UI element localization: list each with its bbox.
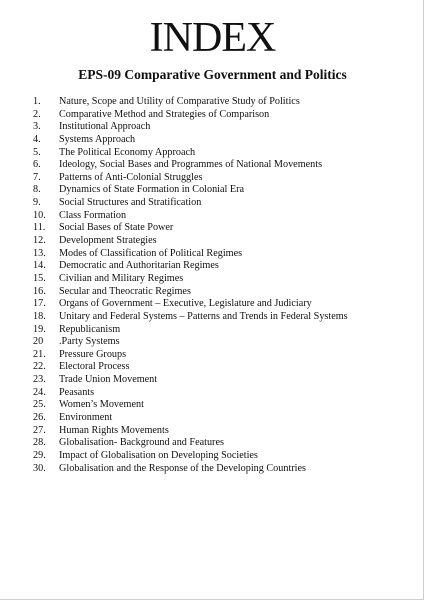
toc-entry <box>33 109 418 122</box>
toc-entry-title: The Political Economy Approach <box>59 146 196 158</box>
toc-entry-number: 13. <box>33 247 46 259</box>
toc-entry-title: Institutional Approach <box>59 121 151 133</box>
toc-entry-number: 16. <box>33 285 46 297</box>
page-title: INDEX <box>149 15 276 61</box>
toc-entry <box>33 134 418 147</box>
toc-entry-number: 8. <box>33 184 41 196</box>
toc-entry-number: 5. <box>33 146 41 158</box>
toc-entry-number: 12. <box>33 235 46 247</box>
toc-entry-title: Patterns of Anti-Colonial Struggles <box>59 171 203 183</box>
toc-entry-title: Civilian and Military Regimes <box>59 272 184 284</box>
toc-entry <box>33 324 418 337</box>
toc-entry <box>33 248 418 261</box>
toc-entry-number: 27. <box>33 424 46 436</box>
toc-entry-number: 4. <box>33 133 41 145</box>
toc-entry-title: Electoral Process <box>59 361 130 373</box>
toc-entry <box>33 298 418 311</box>
toc-entry <box>33 235 418 248</box>
toc-entry-number: 30. <box>33 462 46 474</box>
toc-entry <box>33 222 418 235</box>
toc-entry-number: 25. <box>33 399 46 411</box>
toc-entry-title: Women’s Movement <box>59 399 144 411</box>
toc-entry-title: Impact of Globalisation on Developing Societies <box>59 449 258 461</box>
toc-entry-number: 10. <box>33 209 46 221</box>
toc-entry-title: Social Structures and Stratification <box>59 197 202 209</box>
toc-entry <box>33 96 418 109</box>
toc-entry <box>33 450 418 463</box>
toc-entry-title: Democratic and Authoritarian Regimes <box>59 260 219 272</box>
toc-entry <box>33 336 418 349</box>
toc-entry-title: Globalisation and the Response of the Developing Countries <box>59 462 307 474</box>
toc-entry <box>33 311 418 324</box>
toc-entry-number: 17. <box>33 298 46 310</box>
toc-entry <box>33 210 418 223</box>
toc-entry-title: Pressure Groups <box>59 348 127 360</box>
toc-entry-number: 19. <box>33 323 46 335</box>
toc-entry-title: Development Strategies <box>59 235 157 247</box>
toc-entry <box>33 361 418 374</box>
toc-entry <box>33 197 418 210</box>
toc-entry-title: Social Bases of State Power <box>59 222 174 234</box>
toc-entry <box>33 349 418 362</box>
toc-entry-title: Dynamics of State Formation in Colonial Era <box>59 184 245 196</box>
toc-entry-number: 23. <box>33 374 46 386</box>
toc-entry-title: Ideology, Social Bases and Programmes of National Movements <box>59 159 323 171</box>
toc-entry-title: Trade Union Movement <box>59 374 158 386</box>
toc-entry-number: 28. <box>33 437 46 449</box>
toc-entry-number: 20 <box>33 336 44 348</box>
toc-entry <box>33 286 418 299</box>
toc-entry-number: 15. <box>33 272 46 284</box>
toc-entry-number: 14. <box>33 260 46 272</box>
toc-entry-title: Human Rights Movements <box>59 424 169 436</box>
toc-entry-title: Unitary and Federal Systems – Patterns and Trends in Federal Systems <box>59 310 348 322</box>
course-subtitle: EPS-09 Comparative Government and Politics <box>78 67 347 82</box>
toc-entry <box>33 260 418 273</box>
toc-entry <box>33 399 418 412</box>
toc-entry-number: 18. <box>33 310 46 322</box>
toc-entry <box>33 184 418 197</box>
toc-entry-number: 22. <box>33 361 46 373</box>
toc-entry <box>33 387 418 400</box>
toc-entry-number: 9. <box>33 197 41 209</box>
toc-entry-title: Peasants <box>59 386 95 398</box>
toc-entry-title: Comparative Method and Strategies of Comparison <box>59 108 270 120</box>
toc-entry <box>33 172 418 185</box>
toc-entry-title: Secular and Theocratic Regimes <box>59 285 191 297</box>
toc-entry-title: Class Formation <box>59 209 127 221</box>
toc-entry-number: 6. <box>33 159 41 171</box>
toc-entry-title: Republicanism <box>59 323 121 335</box>
toc-entry-title: Globalisation- Background and Features <box>59 437 224 449</box>
toc-entry-title: .Party Systems <box>59 336 120 348</box>
toc-entry-title: Environment <box>59 412 113 424</box>
toc-entry <box>33 121 418 134</box>
toc-entry <box>33 437 418 450</box>
toc-entry <box>33 425 418 438</box>
toc-entry-title: Nature, Scope and Utility of Comparative Study of Politics <box>59 96 300 107</box>
table-of-contents <box>33 96 418 475</box>
toc-entry-number: 2. <box>33 108 41 120</box>
toc-entry-number: 11. <box>33 222 46 234</box>
toc-entry-number: 26. <box>33 412 46 424</box>
toc-entry-number: 3. <box>33 121 41 133</box>
toc-entry-title: Systems Approach <box>59 133 136 145</box>
toc-entry <box>33 273 418 286</box>
toc-entry <box>33 159 418 172</box>
toc-entry-title: Modes of Classification of Political Regimes <box>59 247 243 259</box>
toc-entry-number: 21. <box>33 348 46 360</box>
toc-entry-title: Organs of Government – Executive, Legislature and Judiciary <box>59 298 312 310</box>
toc-entry <box>33 412 418 425</box>
toc-entry <box>33 147 418 160</box>
toc-entry-number: 1. <box>33 96 41 107</box>
toc-entry-number: 7. <box>33 171 41 183</box>
toc-entry <box>33 463 418 476</box>
toc-entry <box>33 374 418 387</box>
toc-entry-number: 29. <box>33 449 46 461</box>
toc-entry-number: 24. <box>33 386 46 398</box>
